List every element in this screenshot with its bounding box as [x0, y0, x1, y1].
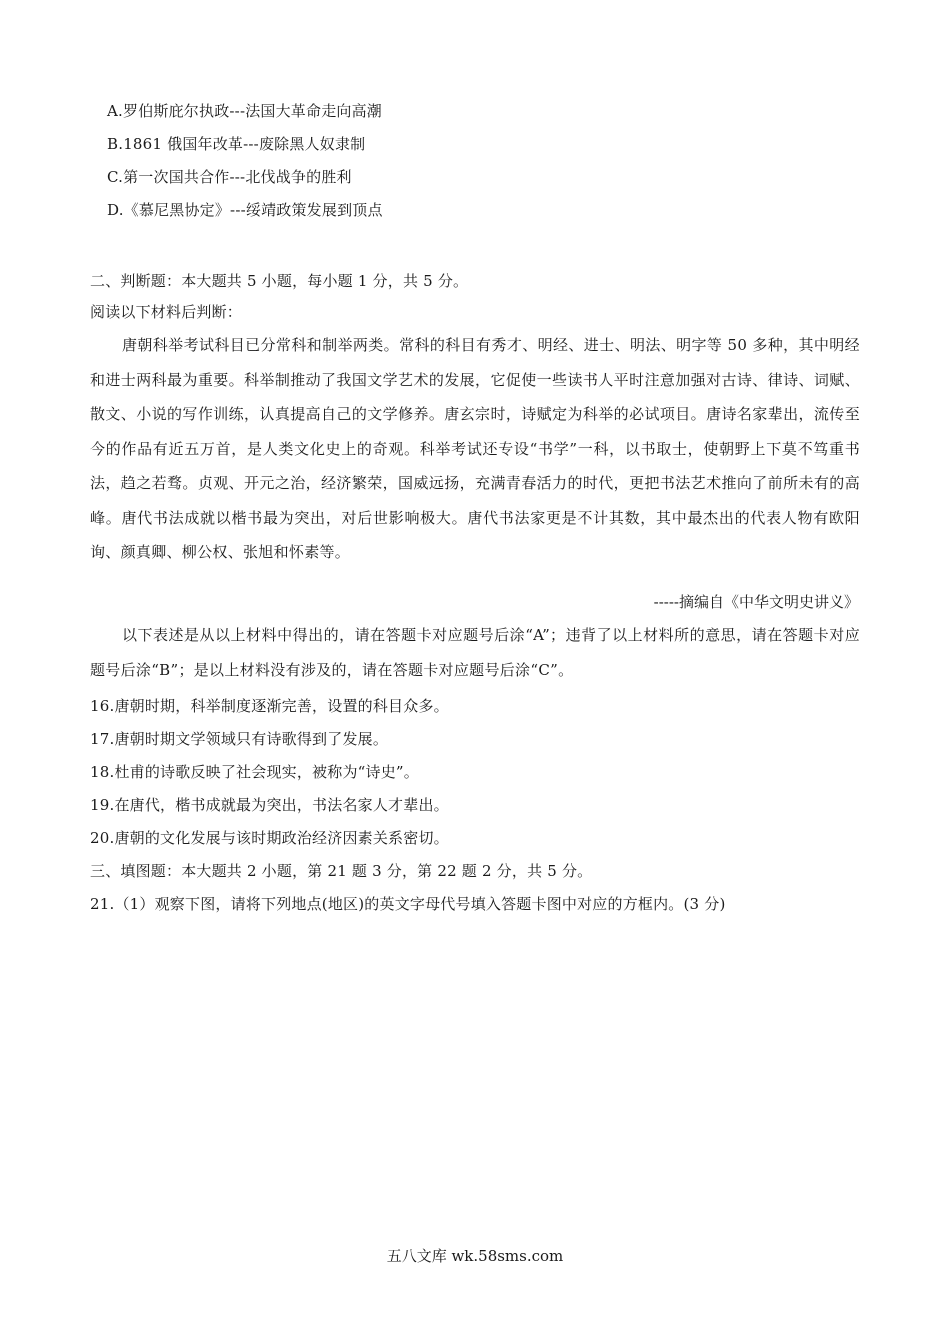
option-d: D.《慕尼黑协定》---绥靖政策发展到顶点 — [107, 201, 383, 219]
material-source: -----摘编自《中华文明史讲义》 — [653, 593, 859, 611]
section3-heading: 三、填图题：本大题共 2 小题，第 21 题 3 分，第 22 题 2 分，共 5 分。 — [90, 862, 593, 880]
section2-intro: 阅读以下材料后判断： — [90, 303, 243, 321]
section2-heading: 二、判断题：本大题共 5 小题，每小题 1 分，共 5 分。 — [90, 272, 469, 290]
question-19: 19.在唐代，楷书成就最为突出，书法名家人才辈出。 — [90, 796, 449, 814]
judgment-instruction: 以下表述是从以上材料中得出的，请在答题卡对应题号后涂“A”；违背了以上材料所的意思，请在答题卡对应题号后涂“B”；是以上材料没有涉及的，请在答题卡对应题号后涂“C”。 — [90, 626, 860, 679]
option-c: C.第一次国共合作---北伐战争的胜利 — [107, 168, 352, 186]
question-21: 21.（1）观察下图，请将下列地点(地区)的英文字母代号填入答题卡图中对应的方框内。(3 分) — [90, 895, 726, 913]
material-paragraph: 唐朝科举考试科目已分常科和制举两类。常科的科目有秀才、明经、进士、明法、明字等 50 多种，其中明经和进士两科最为重要。科举制推动了我国文学艺术的发展，它促使一些读书人平时注意加强对古诗、律诗、词赋、散文、小说的写作训练，认真提高自己的文学修养。唐玄宗时，诗赋定为科举的必试项目。唐诗名家辈出，流传至今的作品有近五万首，是人类文化史上的奇观。科举考试还专设“书学”一科，以书取士，使朝野上下莫不笃重书法，趋之若骛。贞观、开元之治，经济繁荣，国威远扬，充满青春活力的时代，更把书法艺术推向了前所未有的高峰。唐代书法成就以楷书最为突出，对后世影响极大。唐代书法家更是不计其数，其中最杰出的代表人物有欧阳询、颜真卿、柳公权、张旭和怀素等。 — [90, 336, 860, 561]
question-20: 20.唐朝的文化发展与该时期政治经济因素关系密切。 — [90, 829, 449, 847]
option-a: A.罗伯斯庇尔执政---法国大革命走向高潮 — [107, 102, 383, 120]
option-b: B.1861 俄国年改革---废除黑人奴隶制 — [107, 135, 366, 153]
question-16: 16.唐朝时期，科举制度逐渐完善，设置的科目众多。 — [90, 697, 449, 715]
question-17: 17.唐朝时期文学领域只有诗歌得到了发展。 — [90, 730, 389, 748]
page-footer: 五八文库 wk.58sms.com — [386, 1247, 564, 1265]
question-18: 18.杜甫的诗歌反映了社会现实，被称为“诗史”。 — [90, 763, 419, 781]
